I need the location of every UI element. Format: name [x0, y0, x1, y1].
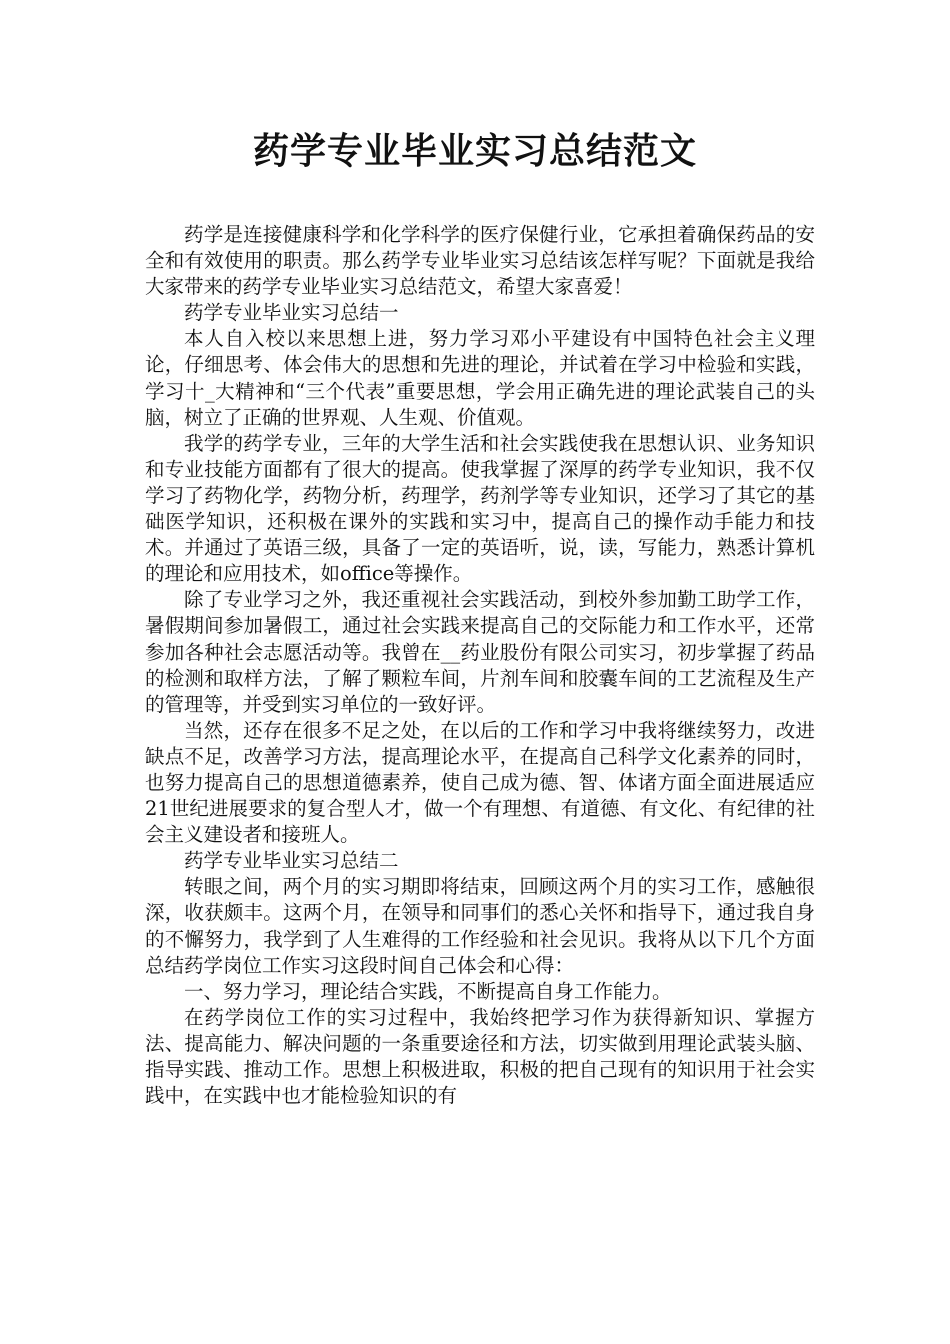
document-title: 药学专业毕业实习总结范文	[252, 131, 697, 172]
body-paragraph: 除了专业学习之外，我还重视社会实践活动，到校外参加勤工助学工作，暑假期间参加暑假工，通过社会实践来提高自己的交际能力和工作水平，还常参加各种社会志愿活动等。我曾在__药业股份有限公司实习，初步掌握了药品的检测和取样方法，了解了颗粒车间，片剂车间和胶囊车间的工艺流程及生产的管理等，并受到实习单位的一致好评。	[145, 588, 815, 716]
document-body	[145, 222, 815, 1109]
section-heading-1: 药学专业毕业实习总结一	[184, 301, 399, 325]
intro-paragraph: 药学是连接健康科学和化学科学的医疗保健行业，它承担着确保药品的安全和有效使用的职责。那么药学专业毕业实习总结该怎样写呢？下面就是我给大家带来的药学专业毕业实习总结范文，希望大家喜爱！	[145, 223, 815, 299]
body-paragraph: 在药学岗位工作的实习过程中，我始终把学习作为获得新知识、掌握方法、提高能力、解决问题的一条重要途径和方法，切实做到用理论武装头脑、指导实践、推动工作。思想上积极进取，积极的把自己现有的知识用于社会实践中，在实践中也才能检验知识的有	[145, 1005, 815, 1108]
section-heading-2: 药学专业毕业实习总结二	[184, 849, 399, 873]
subsection-heading: 一、努力学习，理论结合实践，不断提高自身工作能力。	[184, 979, 672, 1003]
body-paragraph: 我学的药学专业，三年的大学生活和社会实践使我在思想认识、业务知识和专业技能方面都有了很大的提高。使我掌握了深厚的药学专业知识，我不仅学习了药物化学，药物分析，药理学，药剂学等专业知识，还学习了其它的基础医学知识，还积极在课外的实践和实习中，提高自己的操作动手能力和技术。并通过了英语三级，具备了一定的英语听，说，读，写能力，熟悉计算机的理论和应用技术，如office等操作。	[145, 431, 815, 586]
body-paragraph: 转眼之间，两个月的实习期即将结束，回顾这两个月的实习工作，感触很深，收获颇丰。这两个月，在领导和同事们的悉心关怀和指导下，通过我自身的不懈努力，我学到了人生难得的工作经验和社会见识。我将从以下几个方面总结药学岗位工作实习这段时间自己体会和心得：	[145, 875, 815, 977]
body-paragraph: 本人自入校以来思想上进，努力学习邓小平建设有中国特色社会主义理论，仔细思考、体会伟大的思想和先进的理论，并试着在学习中检验和实践，学习十_大精神和“三个代表”重要思想，学会用正确先进的理论武装自己的头脑，树立了正确的世界观、人生观、价值观。	[145, 327, 815, 429]
body-paragraph: 当然，还存在很多不足之处，在以后的工作和学习中我将继续努力，改进缺点不足，改善学习方法，提高理论水平，在提高自己科学文化素养的同时，也努力提高自己的思想道德素养，使自己成为德、智、体诸方面全面进展适应21世纪进展要求的复合型人才，做一个有理想、有道德、有文化、有纪律的社会主义建设者和接班人。	[145, 718, 815, 847]
